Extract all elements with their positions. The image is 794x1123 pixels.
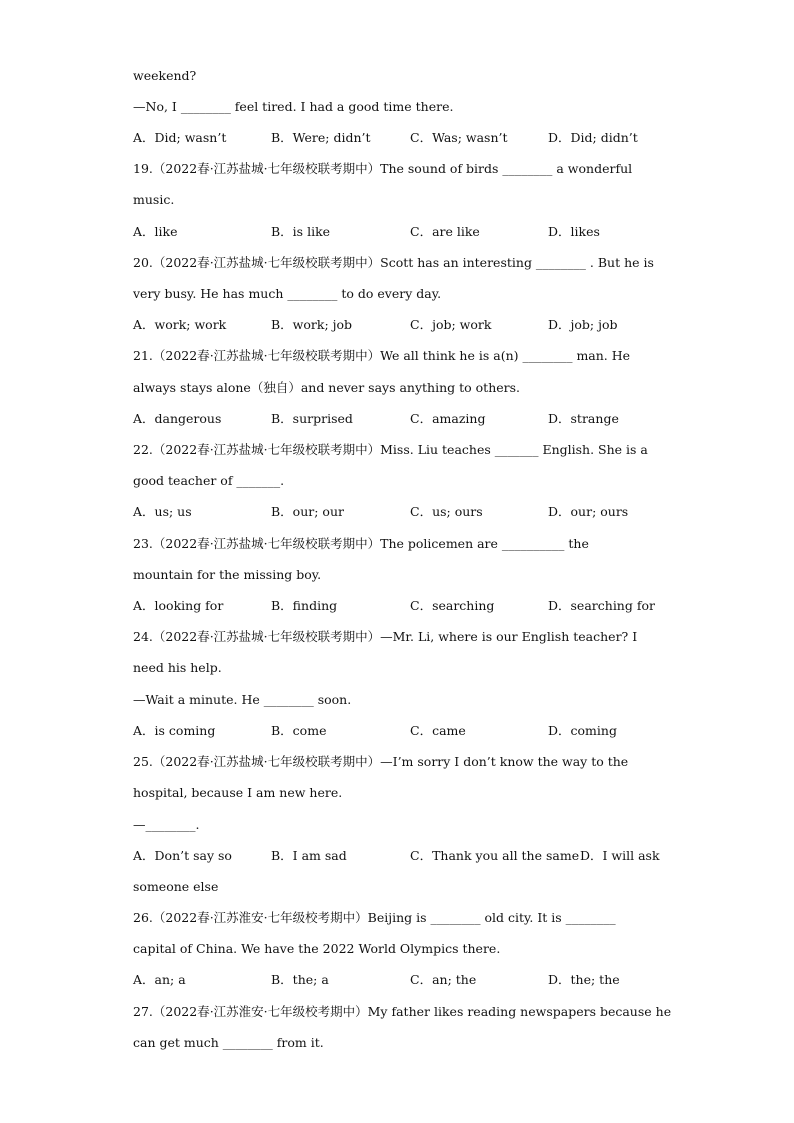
option-c: C．searching — [410, 598, 495, 613]
option-c: C．an; the — [410, 972, 477, 987]
option-d: D．likes — [548, 224, 600, 239]
text-line: —________. — [133, 817, 200, 832]
option-d: D．job; job — [548, 317, 618, 332]
option-a: A．is coming — [133, 723, 216, 738]
text-line: weekend? — [133, 68, 197, 83]
option-d: D．searching for — [548, 598, 655, 613]
option-c: C．are like — [410, 224, 480, 239]
text-line: mountain for the missing boy. — [133, 567, 322, 582]
option-a: A．like — [133, 224, 178, 239]
option-a: A．looking for — [133, 598, 224, 613]
option-a: A．us; us — [133, 504, 192, 519]
option-b: B．the; a — [271, 972, 329, 987]
text-line: need his help. — [133, 660, 222, 675]
question-23: 23.（2022春·江苏盐城·七年级校联考期中）The policemen are __________ the — [133, 536, 589, 551]
text-line: hospital, because I am new here. — [133, 785, 343, 800]
option-d: D．Did; didn’t — [548, 130, 638, 145]
option-b: B．Were; didn’t — [271, 130, 371, 145]
text-line: —No, I ________ feel tired. I had a good time there. — [133, 99, 454, 114]
text-line: can get much ________ from it. — [133, 1035, 324, 1050]
question-26: 26.（2022春·江苏淮安·七年级校考期中）Beijing is ________ old city. It is ________ — [133, 910, 616, 925]
text-line: always stays alone（独自）and never says anything to others. — [133, 380, 521, 395]
option-a: A．Did; wasn’t — [133, 130, 227, 145]
option-c: C．Was; wasn’t — [410, 130, 508, 145]
option-d: D．strange — [548, 411, 619, 426]
option-c: C．amazing — [410, 411, 486, 426]
question-21: 21.（2022春·江苏盐城·七年级校联考期中）We all think he is a(n) ________ man. He — [133, 348, 631, 363]
text-line: good teacher of _______. — [133, 473, 285, 488]
question-27: 27.（2022春·江苏淮安·七年级校考期中）My father likes reading newspapers because he — [133, 1004, 672, 1019]
option-b: B．work; job — [271, 317, 353, 332]
text-line: very busy. He has much ________ to do every day. — [133, 286, 442, 301]
option-c: C．us; ours — [410, 504, 483, 519]
option-b: B．our; our — [271, 504, 344, 519]
option-b: B．is like — [271, 224, 331, 239]
option-c: C．job; work — [410, 317, 492, 332]
option-b: B．finding — [271, 598, 338, 613]
text-line: music. — [133, 192, 175, 207]
question-19: 19.（2022春·江苏盐城·七年级校联考期中）The sound of birds ________ a wonderful — [133, 161, 633, 176]
text-line: —Wait a minute. He ________ soon. — [133, 692, 352, 707]
option-c: C．Thank you all the same — [410, 848, 580, 863]
option-b: B．surprised — [271, 411, 353, 426]
option-d: D．coming — [548, 723, 617, 738]
option-d: D．our; ours — [548, 504, 629, 519]
option-d: D．the; the — [548, 972, 620, 987]
option-b: B．I am sad — [271, 848, 347, 863]
question-20: 20.（2022春·江苏盐城·七年级校联考期中）Scott has an interesting ________ . But he is — [133, 255, 654, 270]
question-25: 25.（2022春·江苏盐城·七年级校联考期中）—I’m sorry I don’t know the way to the — [133, 754, 629, 769]
option-c: C．came — [410, 723, 466, 738]
option-b: B．come — [271, 723, 327, 738]
option-a: A．an; a — [133, 972, 186, 987]
question-22: 22.（2022春·江苏盐城·七年级校联考期中）Miss. Liu teaches _______ English. She is a — [133, 442, 648, 457]
option-a: A．work; work — [133, 317, 227, 332]
option-d: D．I will ask — [580, 848, 660, 863]
option-a: A．dangerous — [133, 411, 222, 426]
text-line: capital of China. We have the 2022 World Olympics there. — [133, 941, 501, 956]
option-a: A．Don’t say so — [133, 848, 232, 863]
text-line: someone else — [133, 879, 219, 894]
question-24: 24.（2022春·江苏盐城·七年级校联考期中）—Mr. Li, where is our English teacher? I — [133, 629, 638, 644]
